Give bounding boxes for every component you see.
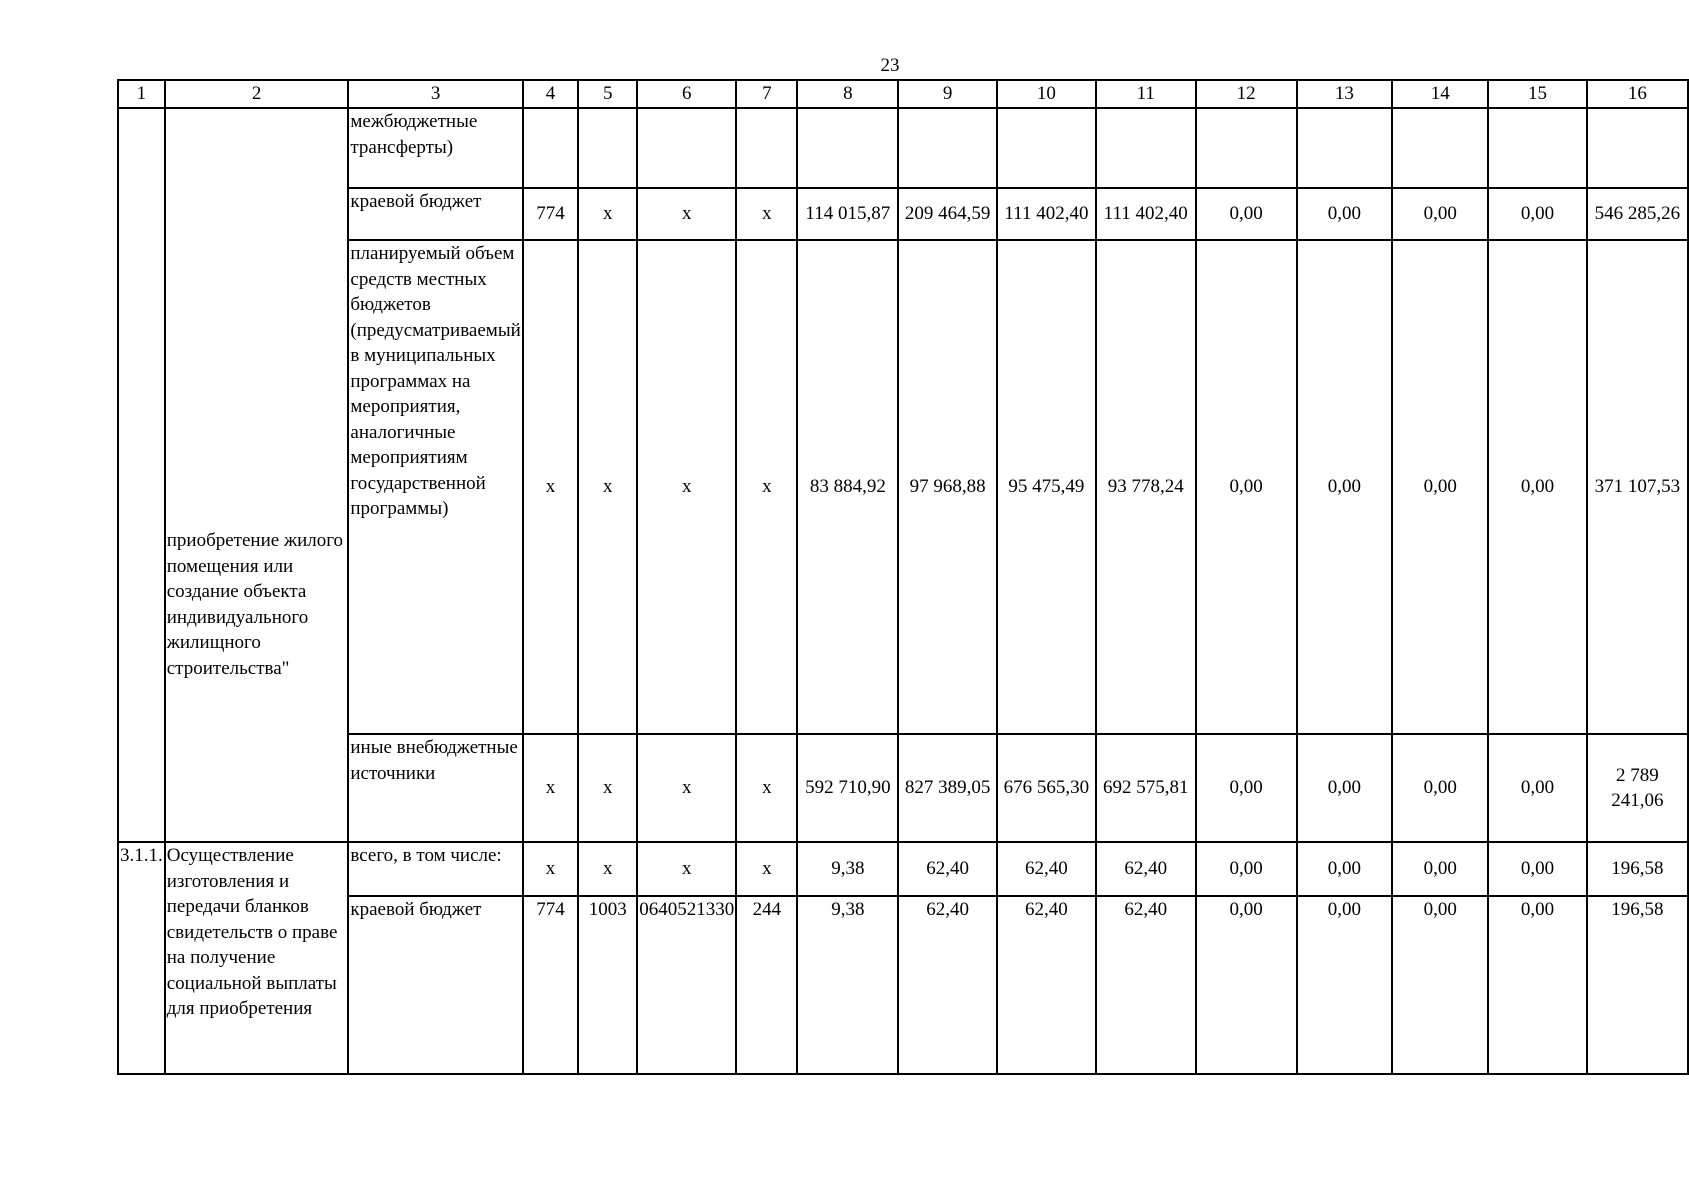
number-cell xyxy=(118,108,165,842)
value-cell: 0,00 xyxy=(1297,842,1392,896)
value-cell: 0,00 xyxy=(1392,240,1488,734)
value-cell: 774 xyxy=(523,188,579,240)
value-cell: 0,00 xyxy=(1196,188,1297,240)
total-cell: 196,58 xyxy=(1587,842,1688,896)
value-cell: 592 710,90 xyxy=(797,734,898,842)
value-cell: 62,40 xyxy=(997,842,1096,896)
value-cell: 111 402,40 xyxy=(997,188,1096,240)
value-cell: 0,00 xyxy=(1196,734,1297,842)
column-header: 11 xyxy=(1096,80,1196,108)
value-cell xyxy=(1587,108,1688,188)
value-cell: 0,00 xyxy=(1488,842,1586,896)
column-header: 5 xyxy=(578,80,637,108)
value-cell: х xyxy=(578,842,637,896)
funding-source-cell: краевой бюджет xyxy=(348,896,522,1074)
value-cell xyxy=(736,108,797,188)
value-cell: 0,00 xyxy=(1488,896,1586,1074)
column-header: 2 xyxy=(165,80,349,108)
value-cell: 9,38 xyxy=(797,842,898,896)
funding-source-cell: краевой бюджет xyxy=(348,188,522,240)
value-cell: 244 xyxy=(736,896,797,1074)
value-cell xyxy=(898,108,997,188)
value-cell: 0,00 xyxy=(1488,188,1586,240)
value-cell: х xyxy=(736,734,797,842)
column-header: 12 xyxy=(1196,80,1297,108)
value-cell: х xyxy=(637,842,736,896)
value-cell xyxy=(797,108,898,188)
total-cell: 371 107,53 xyxy=(1587,240,1688,734)
value-cell: х xyxy=(578,734,637,842)
value-cell: 0,00 xyxy=(1488,240,1586,734)
value-cell: 0,00 xyxy=(1196,842,1297,896)
value-cell: х xyxy=(637,240,736,734)
value-cell xyxy=(997,108,1096,188)
value-cell xyxy=(1096,108,1196,188)
column-header: 9 xyxy=(898,80,997,108)
funding-source-cell: планируемый объем средств местных бюджетов (предусматриваемый в муниципальных программах на мероприятия, аналогичные мероприятиям государственной программы) xyxy=(348,240,522,734)
value-cell: 0,00 xyxy=(1196,896,1297,1074)
table-row xyxy=(118,734,1688,842)
value-cell: х xyxy=(578,240,637,734)
value-cell: 62,40 xyxy=(898,896,997,1074)
value-cell: х xyxy=(578,188,637,240)
value-cell xyxy=(1297,108,1392,188)
value-cell: 62,40 xyxy=(898,842,997,896)
value-cell: 0,00 xyxy=(1488,734,1586,842)
value-cell: 209 464,59 xyxy=(898,188,997,240)
value-cell: 0,00 xyxy=(1392,188,1488,240)
value-cell: х xyxy=(523,240,579,734)
column-header: 13 xyxy=(1297,80,1392,108)
column-header: 8 xyxy=(797,80,898,108)
table-row xyxy=(118,240,1688,734)
value-cell: х xyxy=(736,842,797,896)
value-cell: 111 402,40 xyxy=(1096,188,1196,240)
column-header: 15 xyxy=(1488,80,1586,108)
column-number-row xyxy=(118,80,1688,108)
value-cell: 97 968,88 xyxy=(898,240,997,734)
funding-source-cell: иные внебюджетные источники xyxy=(348,734,522,842)
value-cell: 1003 xyxy=(578,896,637,1074)
table-row xyxy=(118,108,1688,188)
value-cell: 114 015,87 xyxy=(797,188,898,240)
total-cell: 2 789 241,06 xyxy=(1587,734,1688,842)
item-name-cell: приобретение жилого помещения или создание объекта индивидуального жилищного строительства" xyxy=(165,108,349,842)
value-cell: 0,00 xyxy=(1196,240,1297,734)
value-cell: 62,40 xyxy=(1096,896,1196,1074)
value-cell: 95 475,49 xyxy=(997,240,1096,734)
value-cell: 83 884,92 xyxy=(797,240,898,734)
funding-source-cell: всего, в том числе: xyxy=(348,842,522,896)
value-cell: х xyxy=(736,240,797,734)
value-cell: 0,00 xyxy=(1297,240,1392,734)
value-cell: 774 xyxy=(523,896,579,1074)
table-row xyxy=(118,896,1688,1074)
value-cell: х xyxy=(637,734,736,842)
total-cell: 196,58 xyxy=(1587,896,1688,1074)
table-row xyxy=(118,188,1688,240)
column-header: 1 xyxy=(118,80,165,108)
column-header: 14 xyxy=(1392,80,1488,108)
column-header: 3 xyxy=(348,80,522,108)
value-cell: 676 565,30 xyxy=(997,734,1096,842)
value-cell: 827 389,05 xyxy=(898,734,997,842)
value-cell xyxy=(1196,108,1297,188)
value-cell xyxy=(578,108,637,188)
column-header: 16 xyxy=(1587,80,1688,108)
value-cell xyxy=(637,108,736,188)
column-header: 7 xyxy=(736,80,797,108)
item-name-cell: Осуществление изготовления и передачи бланков свидетельств о праве на получение социальной выплаты для приобретения xyxy=(165,842,349,1074)
value-cell xyxy=(523,108,579,188)
item-number-cell: 3.1.1. xyxy=(118,842,165,1074)
value-cell: 0,00 xyxy=(1392,896,1488,1074)
funding-source-cell: межбюджетные трансферты) xyxy=(348,108,522,188)
value-cell: х xyxy=(637,188,736,240)
value-cell: 93 778,24 xyxy=(1096,240,1196,734)
value-cell: 0,00 xyxy=(1297,188,1392,240)
value-cell: 0640521330 xyxy=(637,896,736,1074)
value-cell: 0,00 xyxy=(1392,842,1488,896)
page-number: 23 xyxy=(880,55,900,76)
value-cell xyxy=(1392,108,1488,188)
value-cell: х xyxy=(736,188,797,240)
value-cell xyxy=(1488,108,1586,188)
value-cell: 692 575,81 xyxy=(1096,734,1196,842)
value-cell: 0,00 xyxy=(1297,896,1392,1074)
column-header: 4 xyxy=(523,80,579,108)
value-cell: 9,38 xyxy=(797,896,898,1074)
total-cell: 546 285,26 xyxy=(1587,188,1688,240)
value-cell: х xyxy=(523,842,579,896)
table-row xyxy=(118,842,1688,896)
budget-table xyxy=(117,79,1689,1075)
value-cell: 62,40 xyxy=(997,896,1096,1074)
column-header: 6 xyxy=(637,80,736,108)
value-cell: 62,40 xyxy=(1096,842,1196,896)
value-cell: х xyxy=(523,734,579,842)
column-header: 10 xyxy=(997,80,1096,108)
value-cell: 0,00 xyxy=(1392,734,1488,842)
value-cell: 0,00 xyxy=(1297,734,1392,842)
